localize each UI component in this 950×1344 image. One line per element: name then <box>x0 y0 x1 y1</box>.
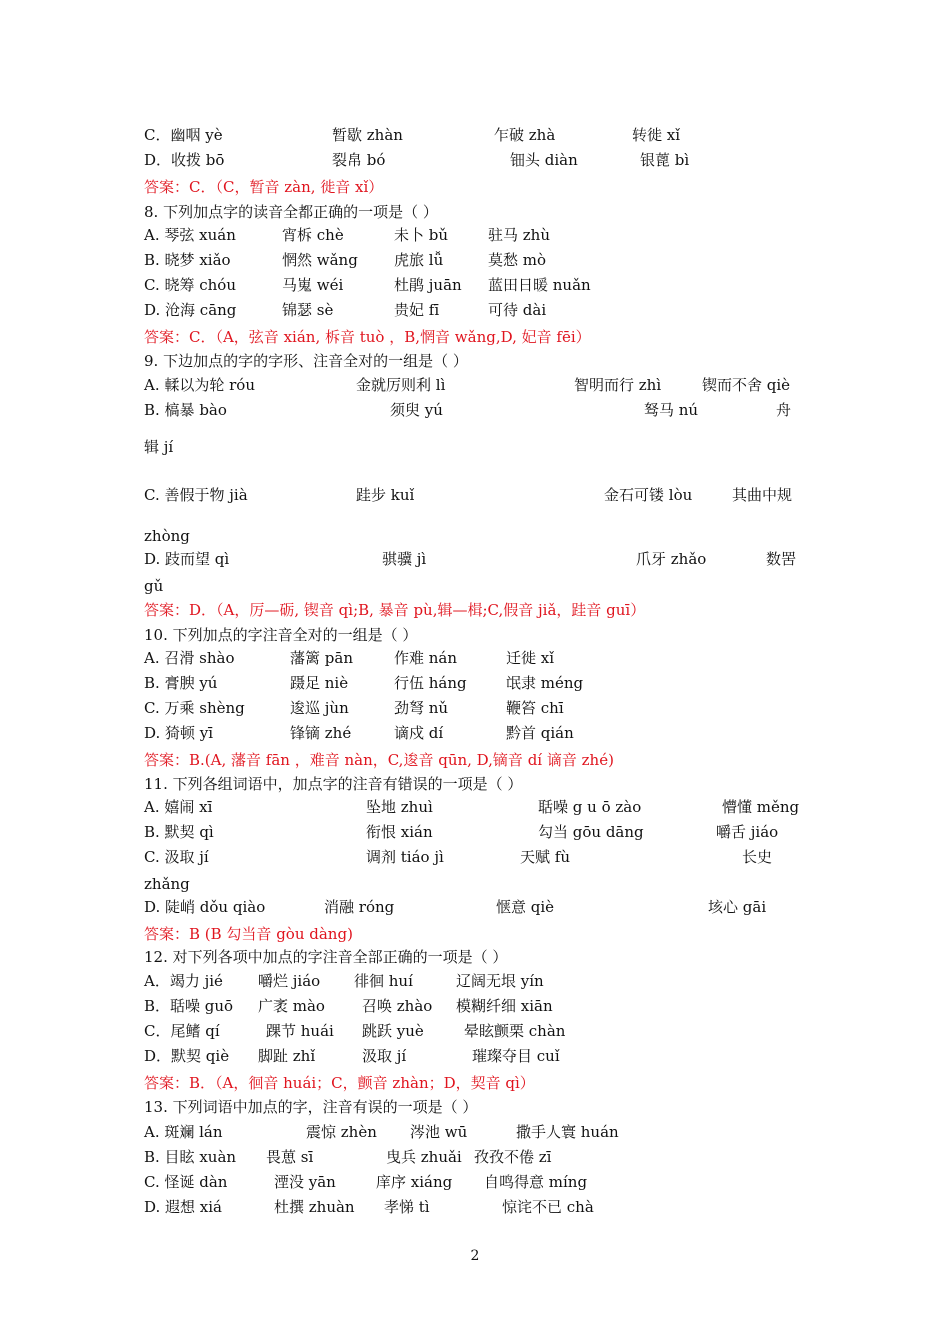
text-segment: 氓隶 méng <box>506 674 584 692</box>
text-segment: D. 猗顿 yī <box>144 724 214 742</box>
text-segment: 暂歇 zhàn <box>332 126 403 144</box>
text-segment: 调剂 tiáo jì <box>366 848 444 866</box>
text-segment: 涔池 wū <box>410 1123 468 1141</box>
text-segment: 长史 <box>742 848 773 866</box>
text-segment: 作难 nán <box>394 649 458 667</box>
text-segment: 其曲中规 <box>732 486 793 504</box>
text-segment: B. 默契 qì <box>144 823 214 841</box>
text-segment: D. 沧海 cāng <box>144 301 237 319</box>
text-segment: 答案：B．（A，徊音 huái；C，颤音 zhàn；D，契音 qì） <box>144 1074 535 1092</box>
text-segment: C. 善假于物 jià <box>144 486 248 504</box>
text-segment: 蹑足 niè <box>290 674 349 692</box>
text-segment: 9. 下边加点的字的字形、注音全对的一组是（ ） <box>144 352 468 370</box>
text-segment: 懵懂 měng <box>722 798 800 816</box>
text-segment: 孜孜不倦 zī <box>474 1148 552 1166</box>
text-segment: 银蓖 bì <box>640 151 690 169</box>
text-segment: 模糊纤细 xiān <box>456 997 553 1015</box>
text-segment: 马嵬 wéi <box>282 276 344 294</box>
text-segment: 裂帛 bó <box>332 151 386 169</box>
text-segment: B. 膏腴 yú <box>144 674 218 692</box>
text-segment: A. 召滑 shào <box>144 649 235 667</box>
text-segment: 智明而行 zhì <box>574 376 662 394</box>
text-segment: A．竭力 jié <box>144 972 223 990</box>
text-segment: 消融 róng <box>324 898 395 916</box>
text-segment: 衔恨 xián <box>366 823 433 841</box>
text-segment: 坠地 zhuì <box>366 798 433 816</box>
text-segment: 庠序 xiáng <box>376 1173 453 1191</box>
text-segment: 舟 <box>776 401 792 419</box>
text-segment: 勾当 gōu dāng <box>538 823 644 841</box>
text-segment: 脚趾 zhǐ <box>258 1047 316 1065</box>
text-segment: 璀璨夺目 cuǐ <box>472 1047 560 1065</box>
text-segment: C. 晓筹 chóu <box>144 276 236 294</box>
text-segment: 辑 jí <box>144 438 174 456</box>
text-segment: 13. 下列词语中加点的字，注音有误的一项是（ ） <box>144 1098 478 1116</box>
text-segment: C. 万乘 shèng <box>144 699 245 717</box>
text-segment: 跬步 kuǐ <box>356 486 415 504</box>
text-segment: 答案：C．（A，弦音 xián, 柝音 tuò ，B,惘音 wǎng,D, 妃音 fēi） <box>144 328 591 346</box>
text-segment: 广袤 mào <box>258 997 325 1015</box>
text-segment: 劲弩 nǔ <box>394 699 449 717</box>
text-segment: 乍破 zhà <box>494 126 556 144</box>
text-segment: 答案：B (B 勾当音 gòu dàng) <box>144 925 353 943</box>
text-segment: C. 汲取 jí <box>144 848 209 866</box>
text-segment: A. 輮以为轮 róu <box>144 376 255 394</box>
text-segment: 蓝田日暖 nuǎn <box>488 276 591 294</box>
text-segment: 12. 对下列各项中加点的字注音全部正确的一项是（ ） <box>144 948 508 966</box>
text-segment: D. 跂而望 qì <box>144 550 230 568</box>
text-segment: 惘然 wǎng <box>282 251 358 269</box>
text-segment: 曳兵 zhuǎi <box>386 1148 462 1166</box>
text-segment: 11. 下列各组词语中，加点字的注音有错误的一项是（ ） <box>144 775 523 793</box>
text-segment: D. 遐想 xiá <box>144 1198 222 1216</box>
text-segment: 钿头 diàn <box>510 151 578 169</box>
text-segment: 数罟 <box>766 550 797 568</box>
text-segment: 锦瑟 sè <box>282 301 334 319</box>
text-segment: A. 斑斓 lán <box>144 1123 223 1141</box>
text-segment: D．默契 qiè <box>144 1047 230 1065</box>
text-segment: D．收拨 bō <box>144 151 225 169</box>
text-segment: 驽马 nú <box>644 401 699 419</box>
text-segment: B. 槁暴 bào <box>144 401 227 419</box>
text-segment: 惬意 qiè <box>496 898 555 916</box>
text-segment: 谪戍 dí <box>394 724 444 742</box>
text-segment: 跳跃 yuè <box>362 1022 424 1040</box>
page-number: 2 <box>470 1248 480 1264</box>
text-segment: 驻马 zhù <box>488 226 550 244</box>
text-segment: 撒手人寰 huán <box>516 1123 619 1141</box>
text-segment: C．幽咽 yè <box>144 126 223 144</box>
text-segment: gǔ <box>144 577 164 595</box>
text-segment: 汲取 jí <box>362 1047 407 1065</box>
text-segment: B. 目眩 xuàn <box>144 1148 237 1166</box>
text-segment: 杜撰 zhuàn <box>274 1198 355 1216</box>
text-segment: 孝悌 tì <box>384 1198 430 1216</box>
text-segment: 须臾 yú <box>390 401 443 419</box>
text-segment: 藩篱 pān <box>290 649 353 667</box>
text-segment: 畏葸 sī <box>266 1148 314 1166</box>
text-segment: 可待 dài <box>488 301 547 319</box>
text-segment: 召唤 zhào <box>362 997 433 1015</box>
text-segment: 答案：C．（C，暂音 zàn, 徙音 xǐ） <box>144 178 384 196</box>
text-segment: 锋镝 zhé <box>290 724 352 742</box>
text-segment: 自鸣得意 míng <box>484 1173 588 1191</box>
text-segment: A. 琴弦 xuán <box>144 226 236 244</box>
text-segment: 杜鹃 juān <box>394 276 462 294</box>
text-segment: 金就厉则利 lì <box>356 376 446 394</box>
text-segment: 金石可镂 lòu <box>604 486 693 504</box>
text-segment: B．聒噪 guō <box>144 997 234 1015</box>
text-segment: 莫愁 mò <box>488 251 547 269</box>
text-segment: 贵妃 fī <box>394 301 440 319</box>
text-segment: 垓心 gāi <box>708 898 767 916</box>
text-segment: 虎旅 lǚ <box>394 251 444 269</box>
text-segment: 逡巡 jùn <box>290 699 349 717</box>
text-segment: 行伍 háng <box>394 674 467 692</box>
text-segment: 黔首 qián <box>506 724 574 742</box>
text-segment: 震惊 zhèn <box>306 1123 377 1141</box>
text-segment: 锲而不舍 qiè <box>702 376 791 394</box>
text-segment: 未卜 bǔ <box>394 226 449 244</box>
text-segment: 鞭笞 chī <box>506 699 564 717</box>
text-segment: 骐骥 jì <box>382 550 427 568</box>
text-segment: 10. 下列加点的字注音全对的一组是（ ） <box>144 626 418 644</box>
text-segment: 辽阔无垠 yín <box>456 972 544 990</box>
text-segment: 天赋 fù <box>520 848 570 866</box>
text-segment: 惊诧不已 chà <box>502 1198 594 1216</box>
text-segment: 宵柝 chè <box>282 226 344 244</box>
text-segment: 晕眩颤栗 chàn <box>464 1022 566 1040</box>
text-segment: B. 晓梦 xiǎo <box>144 251 231 269</box>
text-segment: 爪牙 zhǎo <box>636 550 707 568</box>
text-segment: 答案：B.(A, 藩音 fān ，难音 nàn，C,逡音 qūn, D,镝音 dí 谪音 zhé) <box>144 751 614 769</box>
text-segment: 湮没 yān <box>274 1173 336 1191</box>
text-segment: 嚼烂 jiáo <box>258 972 321 990</box>
text-segment: 转徙 xǐ <box>632 126 681 144</box>
text-segment: 徘徊 huí <box>354 972 413 990</box>
text-segment: 迁徙 xǐ <box>506 649 555 667</box>
text-segment: 8. 下列加点字的读音全都正确的一项是（ ） <box>144 203 438 221</box>
text-segment: 踝节 huái <box>266 1022 334 1040</box>
text-segment: C. 怪诞 dàn <box>144 1173 228 1191</box>
text-segment: D. 陡峭 dǒu qiào <box>144 898 266 916</box>
text-segment: zhòng <box>144 527 190 545</box>
text-segment: A. 嬉闹 xī <box>144 798 213 816</box>
text-segment: zhǎng <box>144 875 190 893</box>
text-segment: C．尾鳍 qí <box>144 1022 220 1040</box>
text-segment: 答案：D．（A，厉—砺, 锲音 qì;B, 暴音 pù,辑—楫;C,假音 jiǎ，跬音 guī） <box>144 601 646 619</box>
text-segment: 聒噪 g u ō zào <box>538 798 642 816</box>
text-segment: 嚼舌 jiáo <box>716 823 779 841</box>
